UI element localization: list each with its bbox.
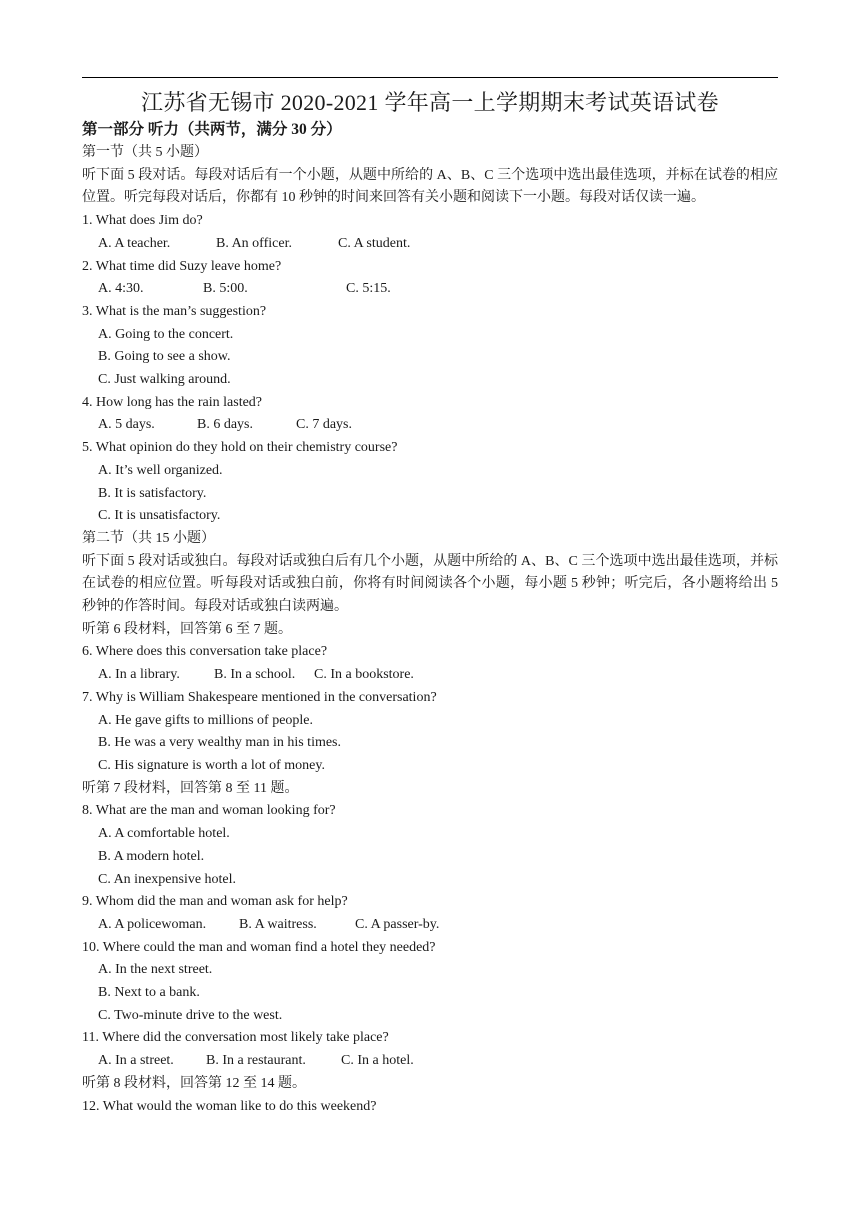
section1-heading: 第一节（共 5 小题）	[82, 145, 208, 160]
option-a: A. In a street.	[98, 1053, 174, 1069]
exam-page	[82, 88, 778, 1118]
option-c: C. 7 days.	[296, 417, 352, 433]
option-c: C. In a hotel.	[341, 1053, 414, 1069]
section1-instructions: 听下面 5 段对话。每段对话后有一个小题，从题中所给的 A、B、C 三个选项中选出最佳选项，并标在试卷的相应位置。听完每段对话后，你都有 10 秒钟的时间来回答有关小题和阅读下一小题。每段对话仅读一遍。	[82, 167, 778, 206]
option-b: B. A modern hotel.	[98, 848, 205, 864]
option-b: B. It is satisfactory.	[98, 485, 207, 501]
option-a: A. 5 days.	[98, 417, 155, 433]
option-c: C. Two-minute drive to the west.	[98, 1007, 283, 1023]
exam-title: 江苏省无锡市 2020-2021 学年高一上学期期末考试英语试卷	[141, 90, 719, 115]
option-c: C. A passer-by.	[355, 916, 440, 932]
option-row	[82, 914, 778, 937]
question-stem: 4. How long has the rain lasted?	[82, 394, 263, 410]
question-stem: 7. Why is William Shakespeare mentioned in the conversation?	[82, 689, 437, 705]
option-a: A. In a library.	[98, 667, 180, 683]
material-note: 听第 8 段材料，回答第 12 至 14 题。	[82, 1075, 306, 1091]
option-a: A. A comfortable hotel.	[98, 826, 230, 842]
part1-heading: 第一部分 听力（共两节，满分 30 分）	[82, 121, 342, 138]
option-c: C. In a bookstore.	[314, 667, 414, 683]
question-stem: 2. What time did Suzy leave home?	[82, 258, 282, 274]
option-row	[82, 233, 778, 256]
option-a: A. Going to the concert.	[98, 326, 234, 342]
option-c: C. A student.	[338, 235, 411, 251]
option-c: C. It is unsatisfactory.	[98, 508, 221, 524]
option-a: A. He gave gifts to millions of people.	[98, 712, 314, 728]
option-c: C. 5:15.	[346, 281, 391, 297]
option-b: B. An officer.	[216, 235, 292, 251]
option-b: B. Going to see a show.	[98, 349, 231, 365]
option-c: C. An inexpensive hotel.	[98, 871, 237, 887]
question-stem: 1. What does Jim do?	[82, 213, 203, 229]
option-b: B. Next to a bank.	[98, 985, 200, 1001]
header-rule	[82, 77, 778, 78]
question-stem: 9. Whom did the man and woman ask for help?	[82, 894, 348, 910]
option-b: B. In a restaurant.	[206, 1053, 306, 1069]
question-stem: 10. Where could the man and woman find a hotel they needed?	[82, 939, 436, 955]
question-stem: 5. What opinion do they hold on their chemistry course?	[82, 440, 398, 456]
option-row	[82, 414, 778, 437]
material-note: 听第 6 段材料，回答第 6 至 7 题。	[82, 621, 292, 637]
option-c: C. Just walking around.	[98, 372, 231, 388]
section2-instructions: 听下面 5 段对话或独白。每段对话或独白后有几个小题，从题中所给的 A、B、C 三个选项中选出最佳选项，并标在试卷的相应位置。听每段对话或独白前，你将有时间阅读各个小题，每小题 5 秒钟；听完后，各小题将给出 5 秒钟的作答时间。每段对话或独白读两遍。	[82, 553, 778, 615]
option-b: B. 5:00.	[203, 281, 248, 297]
question-stem: 11. Where did the conversation most likely take place?	[82, 1030, 389, 1046]
option-a: A. 4:30.	[98, 281, 144, 297]
option-row	[82, 1050, 778, 1073]
option-a: A. A teacher.	[98, 235, 171, 251]
option-c: C. His signature is worth a lot of money.	[98, 757, 325, 773]
option-a: A. In the next street.	[98, 962, 213, 978]
option-row	[82, 278, 778, 301]
question-stem: 8. What are the man and woman looking for?	[82, 803, 336, 819]
question-stem: 6. Where does this conversation take place?	[82, 644, 328, 660]
option-b: B. 6 days.	[197, 417, 253, 433]
option-row	[82, 664, 778, 687]
question-stem: 3. What is the man’s suggestion?	[82, 303, 267, 319]
option-a: A. A policewoman.	[98, 916, 207, 932]
option-b: B. He was a very wealthy man in his times.	[98, 735, 342, 751]
material-note: 听第 7 段材料，回答第 8 至 11 题。	[82, 780, 299, 796]
section2-heading: 第二节（共 15 小题）	[82, 530, 215, 546]
option-b: B. In a school.	[214, 667, 296, 683]
option-b: B. A waitress.	[239, 916, 317, 932]
question-stem: 12. What would the woman like to do this weekend?	[82, 1098, 377, 1114]
option-a: A. It’s well organized.	[98, 462, 223, 478]
